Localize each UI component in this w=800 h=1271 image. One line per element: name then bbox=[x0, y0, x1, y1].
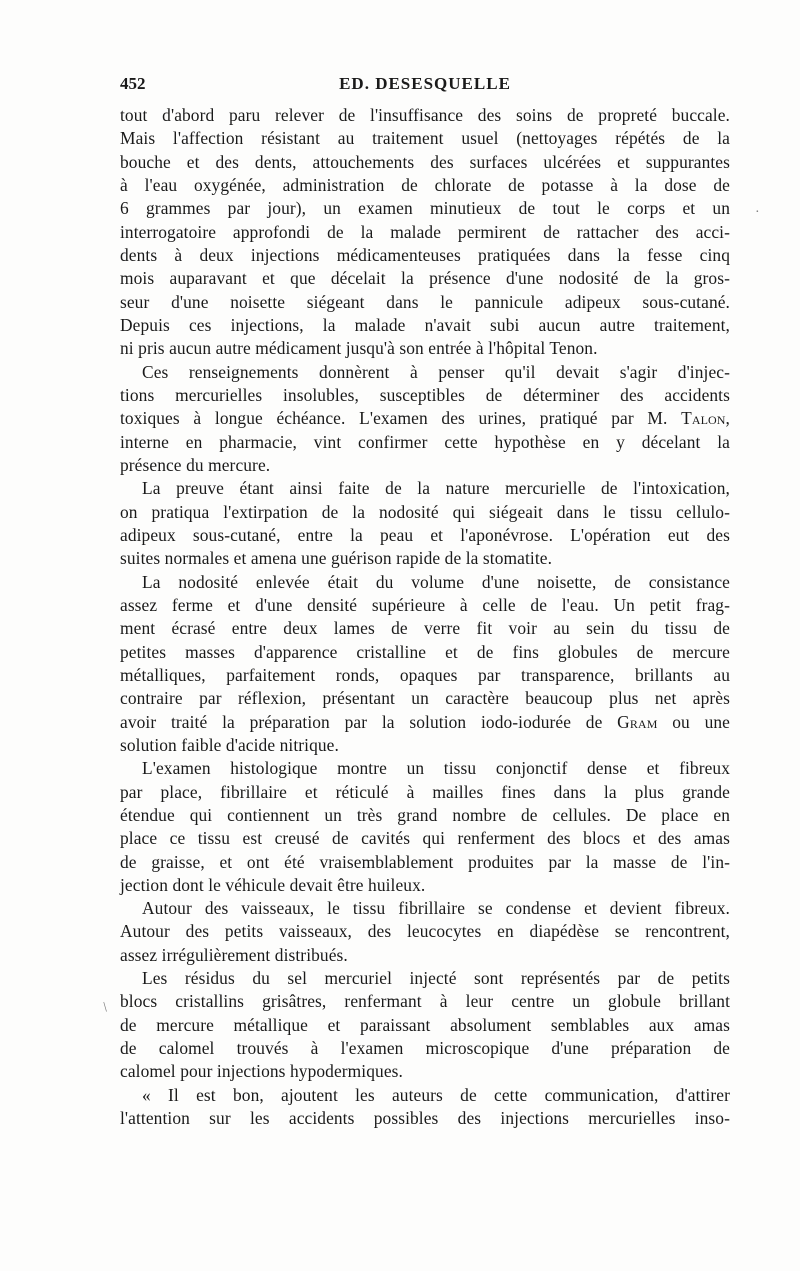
text-line: tions mercurielles insolubles, susceptibles de déterminer des accidents bbox=[120, 384, 730, 405]
page-header bbox=[120, 74, 730, 100]
text-line: jection dont le véhicule devait être huileux. bbox=[120, 874, 426, 895]
text-line-part: avoir traité la préparation par la solution iodo-iodurée de bbox=[120, 711, 603, 732]
margin-speck: · bbox=[755, 205, 760, 220]
body-text bbox=[120, 104, 730, 1130]
text-line: place ce tissu est creusé de cavités qui renferment des blocs et des amas bbox=[120, 828, 730, 849]
text-line: « Il est bon, ajoutent les auteurs de cette communication, d'attirer bbox=[142, 1084, 730, 1105]
text-line: blocs cristallins grisâtres, renfermant à leur centre un globule brillant bbox=[120, 991, 730, 1012]
text-line: calomel pour injections hypodermiques. bbox=[120, 1061, 403, 1082]
text-line: mois auparavant et que décelait la présence d'une nodosité de la gros- bbox=[120, 268, 730, 289]
text-line: Ces renseignements donnèrent à penser qu'il devait s'agir d'injec- bbox=[142, 361, 730, 382]
text-line: de calomel trouvés à l'examen microscopique d'une préparation de bbox=[120, 1038, 730, 1059]
text-line: adipeux sous-cutané, entre la peau et l'aponévrose. L'opération eut des bbox=[120, 524, 730, 545]
text-line: Autour des vaisseaux, le tissu fibrillaire se condense et devient fibreux. bbox=[142, 898, 730, 919]
text-line-with-name bbox=[120, 711, 730, 734]
text-line-with-name bbox=[120, 407, 730, 430]
text-line: à l'eau oxygénée, administration de chlorate de potasse à la dose de bbox=[120, 174, 730, 195]
running-head: ED. DESESQUELLE bbox=[339, 74, 511, 93]
text-line: Depuis ces injections, la malade n'avait subi aucun autre traitement, bbox=[120, 314, 730, 335]
person-name-talon: Talon, bbox=[681, 408, 730, 429]
margin-speck: / bbox=[99, 1000, 112, 1015]
text-line: on pratiqua l'extirpation de la nodosité qui siégeait dans le tissu cellulo- bbox=[120, 501, 730, 522]
text-line: La nodosité enlevée était du volume d'une noisette, de consistance bbox=[142, 571, 730, 592]
text-line: bouche et des dents, attouchements des surfaces ulcérées et suppurantes bbox=[120, 151, 730, 172]
text-line: solution faible d'acide nitrique. bbox=[120, 734, 339, 755]
text-line: interrogatoire approfondi de la malade permirent de rattacher des acci- bbox=[120, 221, 730, 242]
text-line: suites normales et amena une guérison rapide de la stomatite. bbox=[120, 548, 553, 569]
text-line: présence du mercure. bbox=[120, 454, 271, 475]
text-line: assez ferme et d'une densité supérieure à celle de l'eau. Un petit frag- bbox=[120, 594, 730, 615]
text-line: tout d'abord paru relever de l'insuffisance des soins de propreté buccale. bbox=[120, 105, 730, 125]
text-line-part: toxiques à longue échéance. L'examen des urines, pratiqué par M. bbox=[120, 408, 668, 429]
text-line: interne en pharmacie, vint confirmer cette hypothèse en y décelant la bbox=[120, 431, 730, 452]
text-line: La preuve étant ainsi faite de la nature mercurielle de l'intoxication, bbox=[142, 478, 730, 499]
text-line: par place, fibrillaire et réticulé à mailles fines dans la plus grande bbox=[120, 781, 730, 802]
text-line: Autour des petits vaisseaux, des leucocytes en diapédèse se rencontrent, bbox=[120, 921, 730, 942]
text-line: de mercure métallique et paraissant absolument semblables aux amas bbox=[120, 1014, 730, 1035]
text-line: Les résidus du sel mercuriel injecté sont représentés par de petits bbox=[142, 968, 730, 989]
text-line: ni pris aucun autre médicament jusqu'à son entrée à l'hôpital Tenon. bbox=[120, 338, 598, 359]
text-line: assez irrégulièrement distribués. bbox=[120, 944, 348, 965]
text-line-part: ou une bbox=[672, 711, 731, 732]
text-line: ment écrasé entre deux lames de verre fit voir au sein du tissu de bbox=[120, 618, 730, 639]
person-name-gram: Gram bbox=[617, 711, 658, 732]
text-line: l'attention sur les accidents possibles des injections mercurielles inso- bbox=[120, 1108, 730, 1129]
text-line: L'examen histologique montre un tissu conjonctif dense et fibreux bbox=[142, 758, 730, 779]
text-line: contraire par réflexion, présentant un caractère beaucoup plus net après bbox=[120, 688, 730, 709]
text-line: seur d'une noisette siégeant dans le pannicule adipeux sous-cutané. bbox=[120, 291, 730, 312]
text-line: étendue qui contiennent un très grand nombre de cellules. De place en bbox=[120, 804, 730, 825]
text-line: petites masses d'apparence cristalline et de fins globules de mercure bbox=[120, 641, 730, 662]
page-number: 452 bbox=[120, 74, 146, 93]
text-line: 6 grammes par jour), un examen minutieux de tout le corps et un bbox=[120, 198, 730, 219]
text-line: de graisse, et ont été vraisemblablement produites par la masse de l'in- bbox=[120, 851, 730, 872]
text-line: Mais l'affection résistant au traitement usuel (nettoyages répétés de la bbox=[120, 128, 730, 149]
text-line: dents à deux injections médicamenteuses pratiquées dans la fesse cinq bbox=[120, 244, 730, 265]
text-line: métalliques, parfaitement ronds, opaques par transparence, brillants au bbox=[120, 664, 730, 685]
